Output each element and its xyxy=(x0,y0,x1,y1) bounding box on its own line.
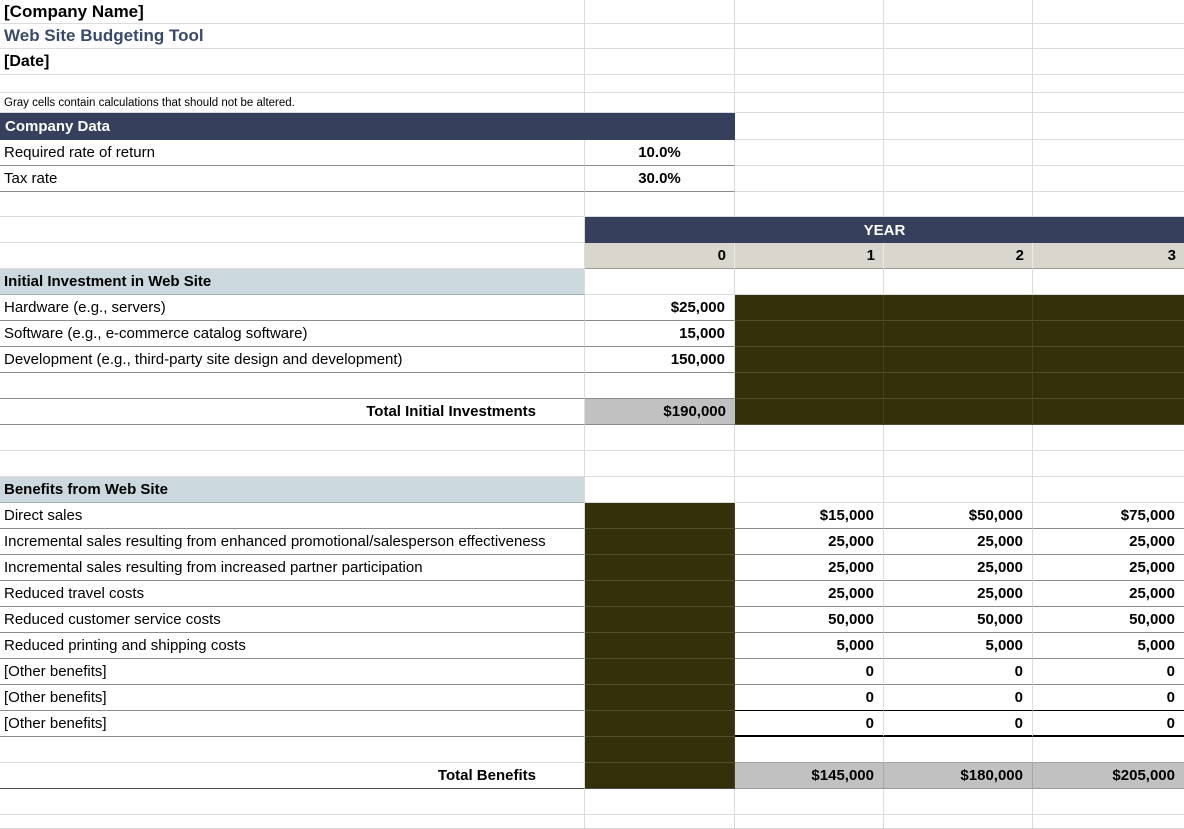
row-blank xyxy=(0,789,1184,815)
total-benefits-value-year3[interactable]: $205,000 xyxy=(1033,763,1184,789)
company-data-header[interactable]: Company Data xyxy=(0,113,735,140)
calculated-cell[interactable] xyxy=(1033,373,1184,399)
section-header-initial-investment[interactable]: Initial Investment in Web Site xyxy=(0,269,585,295)
calculated-cell[interactable] xyxy=(735,399,884,425)
cell-date[interactable]: [Date] xyxy=(0,49,585,75)
calculated-cell[interactable] xyxy=(585,711,735,737)
row-tax-rate xyxy=(0,166,1184,192)
row-total-benefits xyxy=(0,763,1184,789)
empty-cell xyxy=(0,75,585,93)
empty-cell xyxy=(735,113,884,140)
benefit-value-year1[interactable]: 25,000 xyxy=(735,555,884,581)
empty-cell xyxy=(1033,425,1184,451)
calculated-cell[interactable] xyxy=(585,763,735,789)
row-total-initial-investments xyxy=(0,399,1184,425)
empty-cell xyxy=(1033,49,1184,75)
empty-cell xyxy=(0,425,585,451)
benefit-value-year3[interactable]: 0 xyxy=(1033,659,1184,685)
empty-cell xyxy=(735,815,884,829)
benefit-value-year3[interactable]: 50,000 xyxy=(1033,607,1184,633)
empty-cell xyxy=(735,737,884,763)
empty-cell xyxy=(1033,113,1184,140)
empty-cell xyxy=(884,140,1033,166)
row-development xyxy=(0,347,1184,373)
cell-company-name[interactable]: [Company Name] xyxy=(0,0,585,24)
empty-cell xyxy=(884,93,1033,113)
row-blank xyxy=(0,425,1184,451)
row-benefits-header xyxy=(0,477,1184,503)
empty-cell xyxy=(0,217,585,243)
empty-cell xyxy=(735,75,884,93)
empty-cell xyxy=(585,451,735,477)
empty-cell xyxy=(0,373,585,399)
total-benefits-label[interactable]: Total Benefits xyxy=(0,763,585,789)
empty-cell xyxy=(585,269,735,295)
empty-cell xyxy=(884,0,1033,24)
total-benefits-value-year2[interactable]: $180,000 xyxy=(884,763,1033,789)
benefit-value-year2[interactable]: 25,000 xyxy=(884,555,1033,581)
empty-cell xyxy=(1033,192,1184,217)
row-note xyxy=(0,93,1184,113)
empty-cell xyxy=(884,269,1033,295)
calculated-cell[interactable] xyxy=(585,633,735,659)
empty-cell xyxy=(735,477,884,503)
row-benefit xyxy=(0,659,1184,685)
empty-cell xyxy=(884,451,1033,477)
empty-cell xyxy=(0,243,585,269)
benefit-row-label[interactable]: [Other benefits] xyxy=(0,659,585,685)
empty-cell xyxy=(1033,140,1184,166)
total-initial-investments-label[interactable]: Total Initial Investments xyxy=(0,399,585,425)
calculated-cell[interactable] xyxy=(585,685,735,711)
calculated-cell[interactable] xyxy=(1033,321,1184,347)
benefit-value-year1[interactable]: 0 xyxy=(735,685,884,711)
benefit-value-year3[interactable]: 25,000 xyxy=(1033,555,1184,581)
benefit-value-year2[interactable]: 0 xyxy=(884,711,1033,737)
calculated-cell[interactable] xyxy=(735,373,884,399)
benefit-row-label[interactable]: Reduced customer service costs xyxy=(0,607,585,633)
empty-cell xyxy=(585,815,735,829)
empty-cell xyxy=(1033,789,1184,815)
empty-cell xyxy=(585,93,735,113)
empty-cell xyxy=(585,24,735,49)
benefit-value-year2[interactable]: 0 xyxy=(884,685,1033,711)
year-col-header-1[interactable]: 1 xyxy=(735,243,884,269)
benefit-row-label[interactable]: Reduced printing and shipping costs xyxy=(0,633,585,659)
empty-cell xyxy=(735,0,884,24)
benefit-value-year2[interactable]: 25,000 xyxy=(884,581,1033,607)
empty-cell xyxy=(1033,737,1184,763)
year-col-header-0[interactable]: 0 xyxy=(585,243,735,269)
empty-cell xyxy=(1033,166,1184,192)
row-blank xyxy=(0,192,1184,217)
benefit-value-year1[interactable]: 25,000 xyxy=(735,581,884,607)
benefit-value-year3[interactable]: 5,000 xyxy=(1033,633,1184,659)
benefit-value-year3[interactable]: 25,000 xyxy=(1033,581,1184,607)
empty-cell xyxy=(735,425,884,451)
tax-rate-label[interactable]: Tax rate xyxy=(0,166,585,192)
benefit-value-year2[interactable]: 25,000 xyxy=(884,529,1033,555)
benefit-value-year1[interactable]: 5,000 xyxy=(735,633,884,659)
benefit-row-label[interactable]: [Other benefits] xyxy=(0,711,585,737)
benefit-row-label[interactable]: Reduced travel costs xyxy=(0,581,585,607)
empty-cell xyxy=(735,140,884,166)
benefit-value-year1[interactable]: $15,000 xyxy=(735,503,884,529)
empty-cell xyxy=(1033,477,1184,503)
calculated-cell[interactable] xyxy=(735,321,884,347)
calculated-cell[interactable] xyxy=(735,347,884,373)
calculated-cell[interactable] xyxy=(585,581,735,607)
calculated-cell[interactable] xyxy=(884,347,1033,373)
total-benefits-value-year1[interactable]: $145,000 xyxy=(735,763,884,789)
row-sheet-title xyxy=(0,24,1184,49)
investment-year0-value[interactable]: 15,000 xyxy=(585,321,735,347)
empty-cell xyxy=(585,425,735,451)
empty-cell xyxy=(884,113,1033,140)
row-software xyxy=(0,321,1184,347)
row-benefit xyxy=(0,633,1184,659)
empty-cell xyxy=(735,93,884,113)
row-investment-blank xyxy=(0,373,1184,399)
empty-cell xyxy=(735,166,884,192)
empty-cell xyxy=(0,815,585,829)
benefit-value-year1[interactable]: 25,000 xyxy=(735,529,884,555)
investment-row-label[interactable]: Software (e.g., e-commerce catalog software) xyxy=(0,321,585,347)
calculated-cell[interactable] xyxy=(1033,399,1184,425)
benefit-value-year2[interactable]: 5,000 xyxy=(884,633,1033,659)
empty-cell xyxy=(884,477,1033,503)
row-initial-investment-header xyxy=(0,269,1184,295)
calculated-cell[interactable] xyxy=(585,555,735,581)
benefit-value-year3[interactable]: 0 xyxy=(1033,685,1184,711)
empty-cell xyxy=(1033,451,1184,477)
row-benefit xyxy=(0,581,1184,607)
rate-of-return-label[interactable]: Required rate of return xyxy=(0,140,585,166)
cell-sheet-title[interactable]: Web Site Budgeting Tool xyxy=(0,24,585,49)
empty-cell xyxy=(1033,0,1184,24)
calculated-cell[interactable] xyxy=(884,399,1033,425)
row-year-numbers xyxy=(0,243,1184,269)
empty-cell xyxy=(585,373,735,399)
year-col-header-2[interactable]: 2 xyxy=(884,243,1033,269)
empty-cell xyxy=(735,269,884,295)
calculated-cell[interactable] xyxy=(585,659,735,685)
benefit-value-year2[interactable]: $50,000 xyxy=(884,503,1033,529)
empty-cell xyxy=(735,789,884,815)
empty-cell xyxy=(884,425,1033,451)
empty-cell xyxy=(1033,24,1184,49)
empty-cell xyxy=(884,815,1033,829)
row-year-band xyxy=(0,217,1184,243)
benefit-row-label[interactable]: [Other benefits] xyxy=(0,685,585,711)
benefit-value-year3[interactable]: $75,000 xyxy=(1033,503,1184,529)
empty-cell xyxy=(884,166,1033,192)
calculated-cell[interactable] xyxy=(735,295,884,321)
investment-year0-value[interactable]: 150,000 xyxy=(585,347,735,373)
calculated-cell[interactable] xyxy=(884,295,1033,321)
year-band-header[interactable]: YEAR xyxy=(585,217,1184,243)
empty-cell xyxy=(735,451,884,477)
empty-cell xyxy=(1033,93,1184,113)
empty-cell xyxy=(1033,815,1184,829)
empty-cell xyxy=(0,451,585,477)
empty-cell xyxy=(0,789,585,815)
row-benefit xyxy=(0,711,1184,737)
empty-cell xyxy=(0,737,585,763)
empty-cell xyxy=(735,192,884,217)
empty-cell xyxy=(735,49,884,75)
calculated-cell[interactable] xyxy=(884,373,1033,399)
row-benefit xyxy=(0,529,1184,555)
calculated-cell[interactable] xyxy=(585,607,735,633)
benefit-row-label[interactable]: Incremental sales resulting from enhanced promotional/salesperson effectiveness xyxy=(0,529,585,555)
empty-cell xyxy=(884,75,1033,93)
empty-cell xyxy=(1033,75,1184,93)
row-benefit xyxy=(0,503,1184,529)
row-blank xyxy=(0,75,1184,93)
empty-cell xyxy=(585,49,735,75)
row-benefit xyxy=(0,607,1184,633)
empty-cell xyxy=(585,789,735,815)
benefit-value-year2[interactable]: 50,000 xyxy=(884,607,1033,633)
benefit-row-label[interactable]: Incremental sales resulting from increased partner participation xyxy=(0,555,585,581)
rate-of-return-value[interactable]: 10.0% xyxy=(585,140,735,166)
empty-cell xyxy=(735,24,884,49)
tax-rate-value[interactable]: 30.0% xyxy=(585,166,735,192)
empty-cell xyxy=(884,789,1033,815)
row-benefit xyxy=(0,555,1184,581)
investment-row-label[interactable]: Hardware (e.g., servers) xyxy=(0,295,585,321)
empty-cell xyxy=(585,477,735,503)
row-blank xyxy=(0,815,1184,829)
empty-cell xyxy=(884,737,1033,763)
row-company-name xyxy=(0,0,1184,24)
section-header-benefits[interactable]: Benefits from Web Site xyxy=(0,477,585,503)
row-company-data-header xyxy=(0,113,1184,140)
total-initial-investments-value[interactable]: $190,000 xyxy=(585,399,735,425)
benefit-value-year1[interactable]: 0 xyxy=(735,659,884,685)
benefit-row-label[interactable]: Direct sales xyxy=(0,503,585,529)
investment-row-label[interactable]: Development (e.g., third-party site design and development) xyxy=(0,347,585,373)
calculated-cell[interactable] xyxy=(585,737,735,763)
year-col-header-3[interactable]: 3 xyxy=(1033,243,1184,269)
calculated-cell[interactable] xyxy=(585,529,735,555)
empty-cell xyxy=(585,192,735,217)
benefit-value-year3[interactable]: 25,000 xyxy=(1033,529,1184,555)
benefit-value-year3[interactable]: 0 xyxy=(1033,711,1184,737)
calculated-cell[interactable] xyxy=(585,503,735,529)
calculated-cell[interactable] xyxy=(1033,295,1184,321)
empty-cell xyxy=(884,49,1033,75)
empty-cell xyxy=(0,192,585,217)
row-benefit xyxy=(0,685,1184,711)
benefit-value-year1[interactable]: 0 xyxy=(735,711,884,737)
empty-cell xyxy=(585,0,735,24)
empty-cell xyxy=(585,75,735,93)
row-hardware xyxy=(0,295,1184,321)
row-benefits-blank xyxy=(0,737,1184,763)
cell-gray-note[interactable]: Gray cells contain calculations that should not be altered. xyxy=(0,93,585,113)
row-rate-of-return xyxy=(0,140,1184,166)
empty-cell xyxy=(884,192,1033,217)
empty-cell xyxy=(884,24,1033,49)
calculated-cell[interactable] xyxy=(884,321,1033,347)
calculated-cell[interactable] xyxy=(1033,347,1184,373)
empty-cell xyxy=(1033,269,1184,295)
row-date xyxy=(0,49,1184,75)
benefit-value-year2[interactable]: 0 xyxy=(884,659,1033,685)
row-blank xyxy=(0,451,1184,477)
benefit-value-year1[interactable]: 50,000 xyxy=(735,607,884,633)
investment-year0-value[interactable]: $25,000 xyxy=(585,295,735,321)
